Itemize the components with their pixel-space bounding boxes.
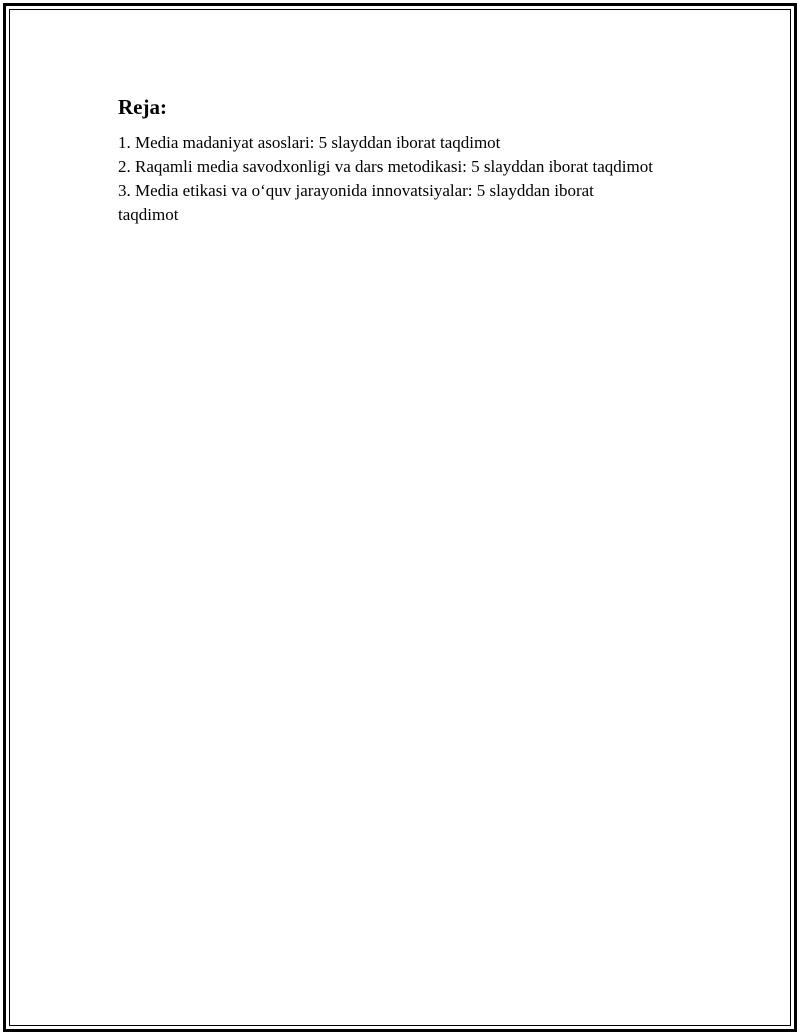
document-content xyxy=(118,94,658,227)
plan-item-3: 3. Media etikasi va o‘quv jarayonida innovatsiyalar: 5 slayddan iborat taqdimot xyxy=(118,181,594,224)
plan-heading: Reja: xyxy=(118,95,167,119)
plan-item-2: 2. Raqamli media savodxonligi va dars metodikasi: 5 slayddan iborat taqdimot xyxy=(118,157,653,176)
plan-list xyxy=(118,131,658,227)
plan-item-1: 1. Media madaniyat asoslari: 5 slayddan iborat taqdimot xyxy=(118,133,501,152)
